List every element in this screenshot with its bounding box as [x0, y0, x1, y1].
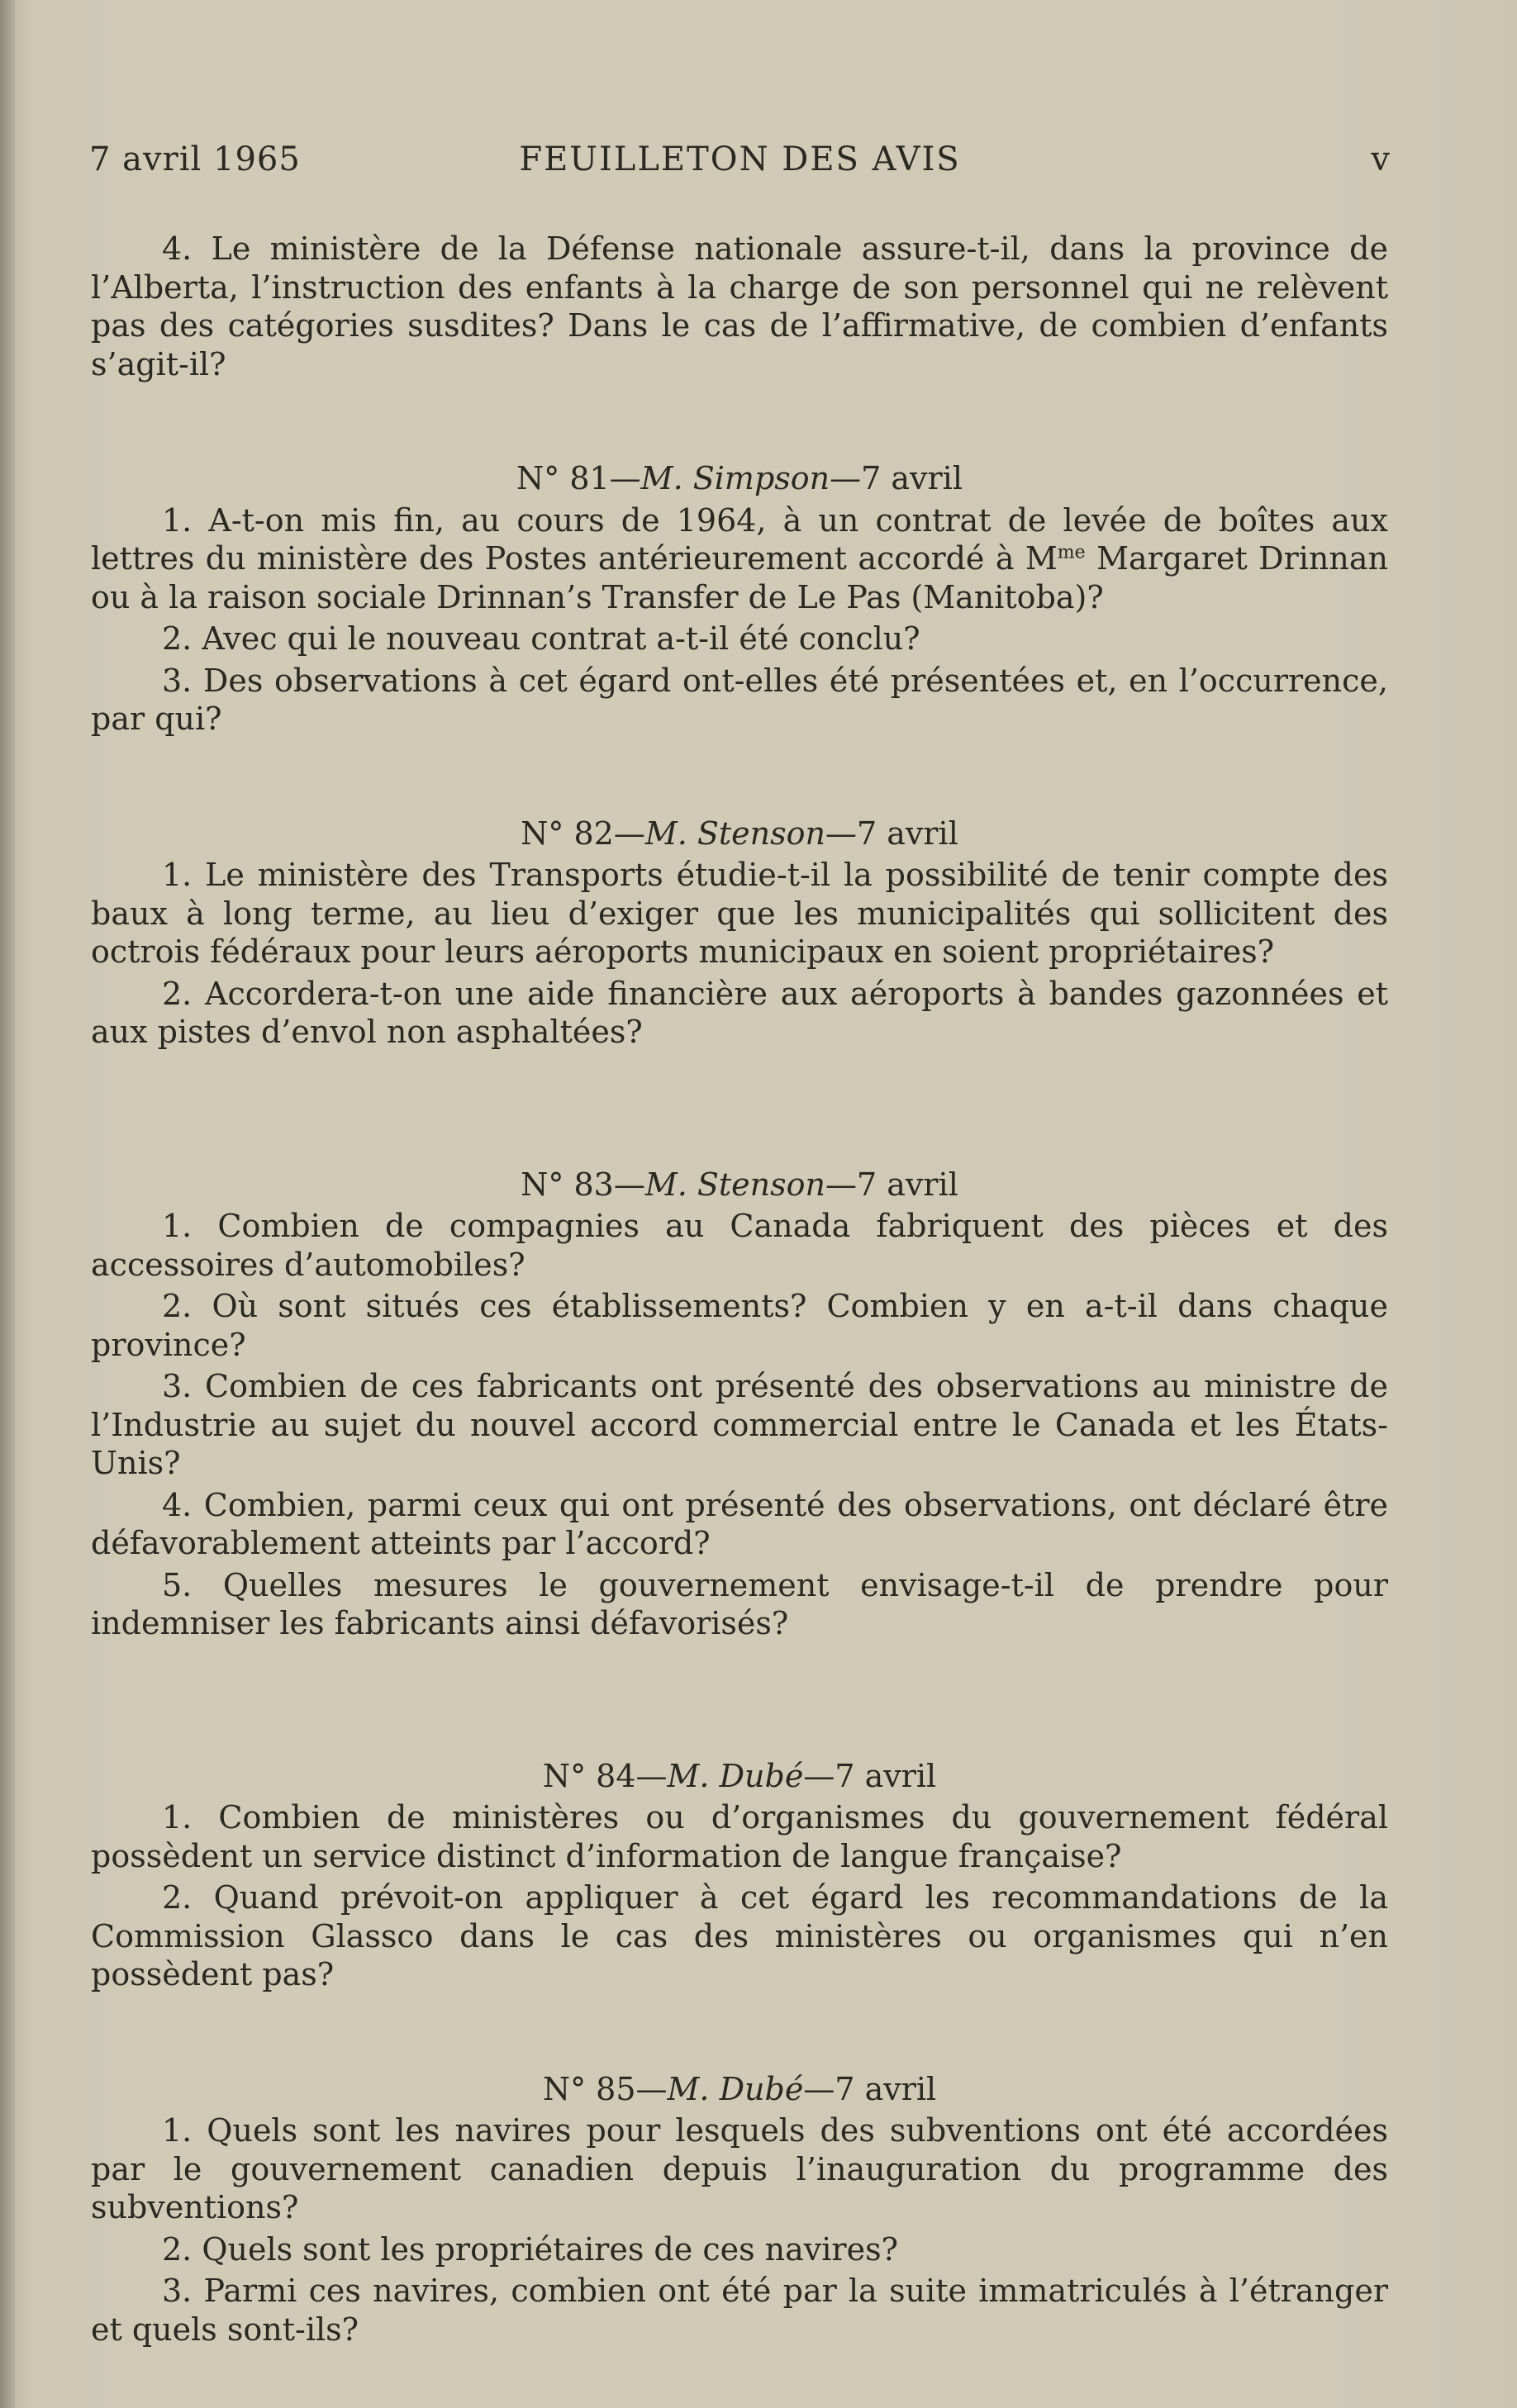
question-paragraph: 2. Quels sont les propriétaires de ces navires?: [162, 2230, 898, 2268]
question-date: 7 avril: [857, 1166, 958, 1203]
header-date: 7 avril 1965: [89, 140, 301, 178]
question-paragraph: 1. Combien de ministères ou d’organismes du gouvernement fédéral possèdent un service distinct d’information de langue française?: [91, 1799, 1388, 1874]
paragraph-text: 1. A-t-on mis fin, au cours de 1964, à un contrat de levée de boîtes aux lettres du ministère des Postes antérieurement accordé à M: [91, 501, 1388, 577]
question-member: M. Simpson: [640, 460, 830, 496]
question-member: M. Dubé: [667, 1757, 804, 1794]
page-content: [91, 230, 1388, 2352]
question-member: M. Dubé: [667, 2070, 804, 2107]
intro-paragraph: 4. Le ministère de la Défense nationale assure-t-il, dans la province de l’Alberta, l’instruction des enfants à la charge de son personnel qui ne relèvent pas des catégories susdites? Dans le cas de l’affirmative, de combien d’enfants s’agit-il?: [91, 230, 1388, 382]
question-number: N° 83: [521, 1166, 614, 1203]
paragraph-text-tail: Margaret Drinnan ou à la raison sociale Drinnan’s Transfer de Le Pas (Manitoba)?: [91, 540, 1388, 615]
question-number: N° 85: [542, 2070, 636, 2107]
question-paragraph: 1. Combien de compagnies au Canada fabriquent des pièces et des accessoires d’automobiles?: [91, 1208, 1388, 1283]
question-paragraph: 2. Où sont situés ces établissements? Combien y en a-t-il dans chaque province?: [91, 1288, 1388, 1363]
question-paragraph: 3. Combien de ces fabricants ont présenté des observations au ministre de l’Industrie au sujet du nouvel accord commercial entre le Canada et les États-Unis?: [91, 1368, 1388, 1481]
question-number: N° 84: [542, 1757, 636, 1794]
question-paragraph: 2. Avec qui le nouveau contrat a-t-il été conclu?: [162, 620, 920, 657]
question-paragraph: 3. Des observations à cet égard ont-elles été présentées et, en l’occurrence, par qui?: [91, 662, 1388, 737]
question-number: N° 81: [516, 460, 610, 496]
question-date: 7 avril: [861, 460, 963, 496]
question-paragraph: 5. Quelles mesures le gouvernement envisage-t-il de prendre pour indemniser les fabricants ainsi défavorisés?: [91, 1566, 1388, 1641]
question-82: [91, 815, 1388, 1052]
header-title: FEUILLETON DES AVIS: [519, 140, 961, 178]
page-number: v: [1371, 140, 1391, 178]
binding-gutter: [0, 0, 15, 2408]
question-85: [91, 2070, 1388, 2349]
question-date: 7 avril: [857, 815, 958, 852]
page-header: [89, 140, 1391, 190]
question-date: 7 avril: [835, 2070, 937, 2107]
question-member: M. Stenson: [644, 815, 825, 852]
question-member: M. Stenson: [644, 1166, 825, 1203]
question-date: 7 avril: [835, 1757, 937, 1794]
question-heading: N° 85—M. Dubé—7 avril: [542, 2070, 937, 2107]
question-heading: N° 81—M. Simpson—7 avril: [516, 460, 963, 496]
question-paragraph: 1. Quels sont les navires pour lesquels des subventions ont été accordées par le gouvernement canadien depuis l’inauguration du programme des subventions?: [91, 2112, 1388, 2225]
question-paragraph: 2. Quand prévoit-on appliquer à cet égard les recommandations de la Commission Glassco dans le cas des ministères ou organismes qui n’en possèdent pas?: [91, 1879, 1388, 1992]
superscript: me: [1057, 542, 1086, 563]
question-paragraph: [91, 501, 1388, 617]
question-paragraph: 2. Accordera-t-on une aide financière aux aéroports à bandes gazonnées et aux pistes d’envol non asphaltées?: [91, 975, 1388, 1050]
question-heading: N° 82—M. Stenson—7 avril: [521, 815, 958, 852]
question-heading: N° 83—M. Stenson—7 avril: [521, 1166, 958, 1203]
question-number: N° 82: [521, 815, 614, 852]
question-81: [91, 459, 1388, 739]
question-paragraph: 3. Parmi ces navires, combien ont été par la suite immatriculés à l’étranger et quels sont-ils?: [91, 2273, 1388, 2348]
question-paragraph: 1. Le ministère des Transports étudie-t-il la possibilité de tenir compte des baux à long terme, au lieu d’exiger que les municipalités qui sollicitent des octrois fédéraux pour leurs aéroports municipaux en soient propriétaires?: [91, 857, 1388, 970]
question-paragraph: 4. Combien, parmi ceux qui ont présenté des observations, ont déclaré être défavorablement atteints par l’accord?: [91, 1486, 1388, 1561]
question-83: [91, 1166, 1388, 1643]
question-84: [91, 1757, 1388, 1994]
question-heading: N° 84—M. Dubé—7 avril: [542, 1757, 937, 1794]
